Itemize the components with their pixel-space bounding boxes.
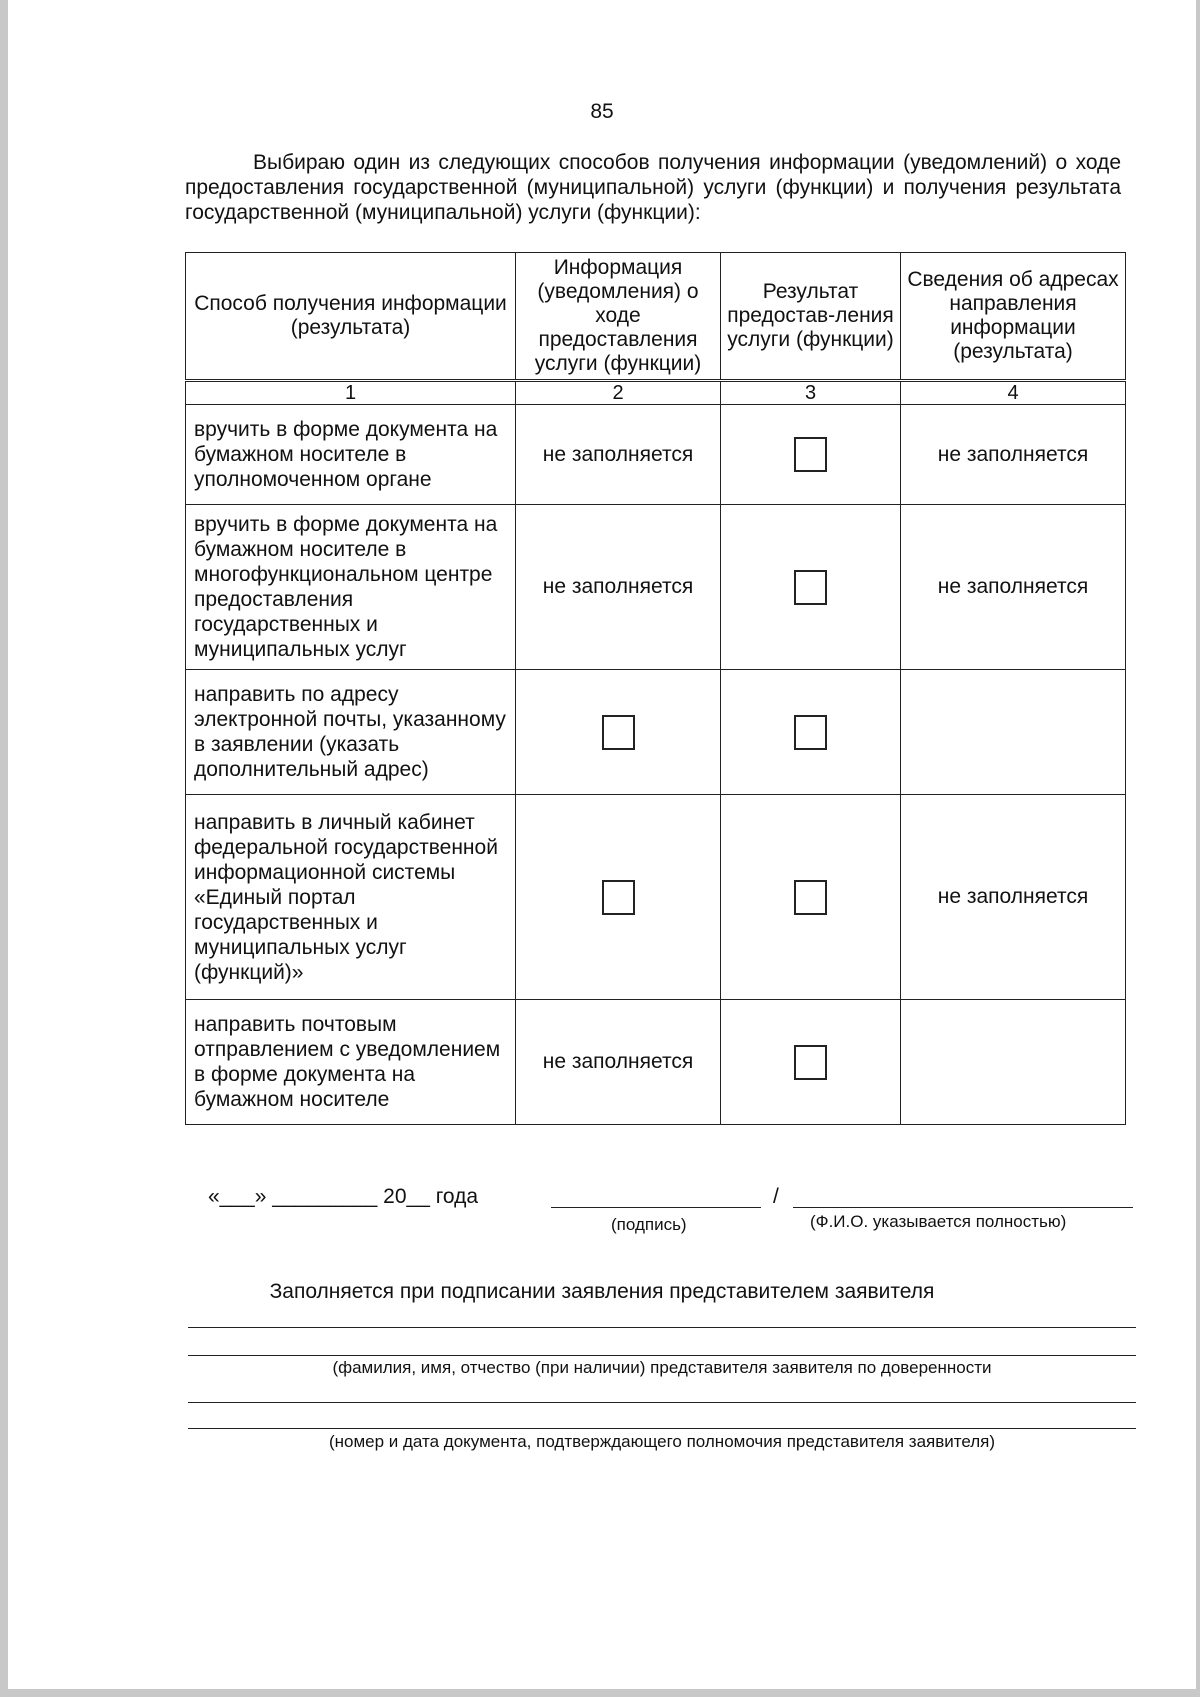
result-checkbox[interactable] — [794, 437, 827, 472]
info-cell — [516, 670, 721, 795]
header-addresses: Сведения об адресах направления информации (результата) — [901, 253, 1126, 381]
page-number: 85 — [590, 100, 614, 123]
methods-table — [185, 252, 1126, 1125]
table-row — [186, 670, 1126, 795]
result-cell — [721, 1000, 901, 1125]
table-row — [186, 1000, 1126, 1125]
addresses-cell[interactable] — [901, 1000, 1126, 1125]
method-cell: направить в личный кабинет федеральной государственной информационной системы «Единый портал государственных и муниципальных услуг (функций)» — [186, 795, 516, 1000]
date-field[interactable]: «___» _________ 20__ года — [208, 1185, 479, 1208]
result-checkbox[interactable] — [794, 1045, 827, 1080]
column-number: 1 — [186, 381, 516, 405]
document-page — [8, 0, 1196, 1689]
representative-document-caption: (номер и дата документа, подтверждающего полномочия представителя заявителя) — [328, 1432, 996, 1451]
result-checkbox[interactable] — [794, 715, 827, 750]
info-cell: не заполняется — [516, 405, 721, 505]
addresses-cell[interactable] — [901, 670, 1126, 795]
representative-document-line-2[interactable] — [188, 1428, 1136, 1429]
result-cell — [721, 405, 901, 505]
table-row — [186, 405, 1126, 505]
signature-caption: (подпись) — [611, 1215, 687, 1234]
result-checkbox[interactable] — [794, 570, 827, 605]
addresses-cell: не заполняется — [901, 405, 1126, 505]
method-cell: направить почтовым отправлением с уведомлением в форме документа на бумажном носителе — [186, 1000, 516, 1125]
info-checkbox[interactable] — [602, 715, 635, 750]
representative-document-line-1[interactable] — [188, 1402, 1136, 1403]
column-number: 4 — [901, 381, 1126, 405]
header-method: Способ получения информации (результата) — [186, 253, 516, 381]
signature-block — [8, 1185, 1196, 1234]
method-cell: направить по адресу электронной почты, указанному в заявлении (указать дополнительный адрес) — [186, 670, 516, 795]
info-cell: не заполняется — [516, 505, 721, 670]
full-name-line[interactable] — [793, 1185, 1133, 1208]
representative-name-line-1[interactable] — [188, 1327, 1136, 1328]
full-name-caption: (Ф.И.О. указывается полностью) — [810, 1212, 1067, 1231]
representative-name-caption: (фамилия, имя, отчество (при наличии) представителя заявителя по доверенности — [332, 1358, 992, 1377]
info-cell — [516, 795, 721, 1000]
result-checkbox[interactable] — [794, 880, 827, 915]
column-number-row — [186, 381, 1126, 405]
addresses-cell: не заполняется — [901, 505, 1126, 670]
intro-paragraph — [185, 150, 1121, 225]
representative-title: Заполняется при подписании заявления представителем заявителя — [269, 1280, 935, 1303]
table-header-row — [186, 253, 1126, 381]
result-cell — [721, 795, 901, 1000]
intro-text: Выбираю один из следующих способов получения информации (уведомлений) о ходе предоставления государственной (муниципальной) услуги (функции) и получения результата государственной (муниципальной) услуги (функции): — [185, 151, 1121, 224]
header-info: Информация (уведомления) о ходе предоставления услуги (функции) — [516, 253, 721, 381]
result-cell — [721, 505, 901, 670]
representative-name-line-2[interactable] — [188, 1355, 1136, 1356]
signature-separator: / — [773, 1185, 779, 1208]
column-number: 2 — [516, 381, 721, 405]
method-cell: вручить в форме документа на бумажном носителе в многофункциональном центре предоставления государственных и муниципальных услуг — [186, 505, 516, 670]
header-result: Результат предостав-ления услуги (функции) — [721, 253, 901, 381]
method-cell: вручить в форме документа на бумажном носителе в уполномоченном органе — [186, 405, 516, 505]
addresses-cell: не заполняется — [901, 795, 1126, 1000]
signature-line[interactable] — [551, 1185, 761, 1208]
table-row — [186, 505, 1126, 670]
info-cell: не заполняется — [516, 1000, 721, 1125]
result-cell — [721, 670, 901, 795]
info-checkbox[interactable] — [602, 880, 635, 915]
table-row — [186, 795, 1126, 1000]
column-number: 3 — [721, 381, 901, 405]
